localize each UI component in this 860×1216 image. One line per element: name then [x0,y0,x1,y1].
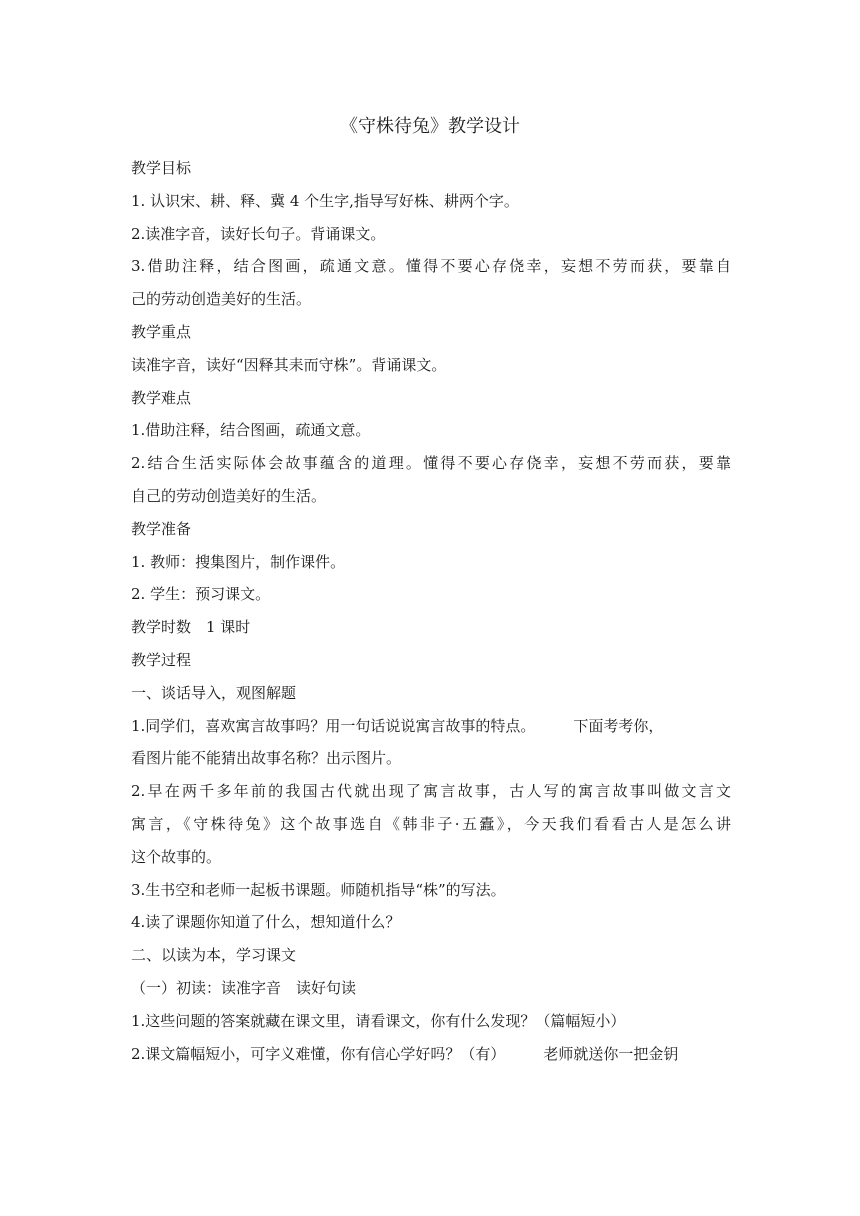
process-step-1-item-2: 2.早在两千多年前的我国古代就出现了寓言故事，古人写的寓言故事叫做文言文 [131,782,731,801]
process-step-1-item-3: 3.生书空和老师一起板书课题。师随机指导“株”的写法。 [131,880,506,899]
process-step-1-item-2-end: 这个故事的。 [131,847,222,866]
process-step-1-item-1-tail: 下面考考你， [573,716,664,735]
process-step-2-item-2-tail: 老师就送你一把金钥 [543,1044,679,1063]
difficulty-item-2-cont: 自己的劳动创造美好的生活。 [131,486,327,505]
section-heading-process: 教学过程 [131,650,192,669]
process-step-1-item-1 [131,710,731,743]
process-step-2-heading: 二、以读为本，学习课文 [131,946,297,965]
section-heading-objectives: 教学目标 [131,159,192,177]
process-step-2-sub-heading: （一）初读：读准字音 读好句读 [131,978,357,997]
objective-item-3: 3.借助注释，结合图画，疏通文意。懂得不要心存侥幸，妄想不劳而获，要靠自 [131,257,731,276]
process-step-1-item-1-text: 1.同学们，喜欢寓言故事吗？用一句话说说寓言故事的特点。 [131,716,536,735]
process-step-1-heading: 一、谈话导入，观图解题 [131,683,297,702]
preparation-item-1: 1. 教师：搜集图片，制作课件。 [131,552,346,571]
objective-item-1: 1. 认识宋、耕、释、冀 4 个生字,指导写好株、耕两个字。 [131,191,519,210]
process-step-2-item-1: 1.这些问题的答案就藏在课文里，请看课文，你有什么发现？（篇幅短小） [131,1011,626,1030]
process-step-2-item-2-text: 2.课文篇幅短小，可字义难懂，你有信心学好吗？（有） [131,1044,506,1063]
objective-item-2: 2.读准字音，读好长句子。背诵课文。 [131,224,386,243]
section-heading-preparation: 教学准备 [131,519,192,538]
class-hours: 教学时数 1 课时 [131,618,251,637]
page-title: 《守株待兔》教学设计 [340,116,520,137]
process-step-2-item-2 [131,1038,731,1071]
document-body [131,152,731,1070]
difficulty-item-2: 2.结合生活实际体会故事蕴含的道理。懂得不要心存侥幸，妄想不劳而获，要靠 [131,454,731,473]
process-step-1-item-2-cont: 寓言，《守株待兔》这个故事选自《韩非子·五蠹》，今天我们看看古人是怎么讲 [131,814,731,833]
difficulty-item-1: 1.借助注释，结合图画，疏通文意。 [131,421,371,440]
section-heading-key-points: 教学重点 [131,322,192,341]
preparation-item-2: 2. 学生：预习课文。 [131,585,271,604]
section-heading-difficulties: 教学难点 [131,388,192,407]
objective-item-3-cont: 己的劳动创造美好的生活。 [131,290,312,309]
process-step-1-item-1-cont: 看图片能不能猜出故事名称？出示图片。 [131,749,402,768]
process-step-1-item-4: 4.读了课题你知道了什么，想知道什么？ [131,913,401,932]
key-point-text: 读准字音，读好“因释其耒而守株”。背诵课文。 [131,355,447,374]
